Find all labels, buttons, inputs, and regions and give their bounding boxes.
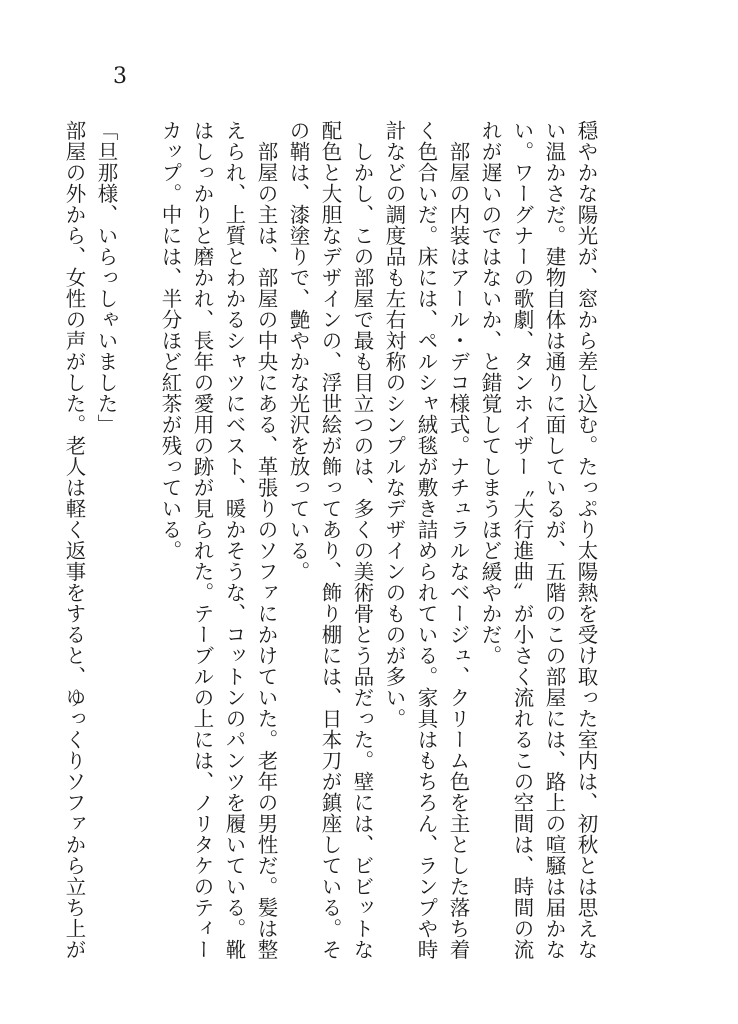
vertical-text-body — [62, 120, 602, 960]
paragraph-5: 部屋の外から、女性の声がした。老人は軽く返事をすると、ゆっくりソファから立ち上が — [62, 120, 86, 960]
paragraph-1: 穏やかな陽光が、窓から差し込む。たっぷり太陽熱を受け取った室内は、初秋とは思えない温かさだ。建物自体は通りに面しているが、五階のこの部屋には、路上の喧騒は届かない。ワーグナーの歌劇、タンホイザー〝大行進曲〟が小さく流れるこの空間は、時間の流れが遅いのではないか、と錯覚してしまうほど緩やかだ。 — [478, 120, 598, 960]
paragraph-4: 部屋の主は、部屋の中央にある、革張りのソファにかけていた。老年の男性だ。髪は整えられ、上質とわかるシャツにベスト、暖かそうな、コットンのパンツを履いている。靴はしっかりと磨かれ、長年の愛用の跡が見られた。テーブルの上には、ノリタケのティーカップ。中には、半分ほど紅茶が残っている。 — [158, 120, 278, 960]
paragraph-3: しかし、この部屋で最も目立つのは、多くの美術骨とう品だった。壁には、ビビットな配色と大胆なデザインの、浮世絵が飾ってあり、飾り棚には、日本刀が鎮座している。その鞘は、漆塗りで、艶やかな光沢を放っている。 — [286, 120, 374, 960]
paragraph-spacer — [122, 120, 154, 121]
paragraph-2: 部屋の内装はアール・デコ様式。ナチュラルなベージュ、クリーム色を主とした落ち着く色合いだ。床には、ペルシャ絨毯が敷き詰められている。家具はもちろん、ランプや時計などの調度品も左右対称のシンプルなデザインのものが多い。 — [382, 120, 470, 960]
dialogue-line: 「旦那様、いらっしゃいました」 — [94, 120, 118, 435]
page-number: 3 — [113, 64, 127, 89]
